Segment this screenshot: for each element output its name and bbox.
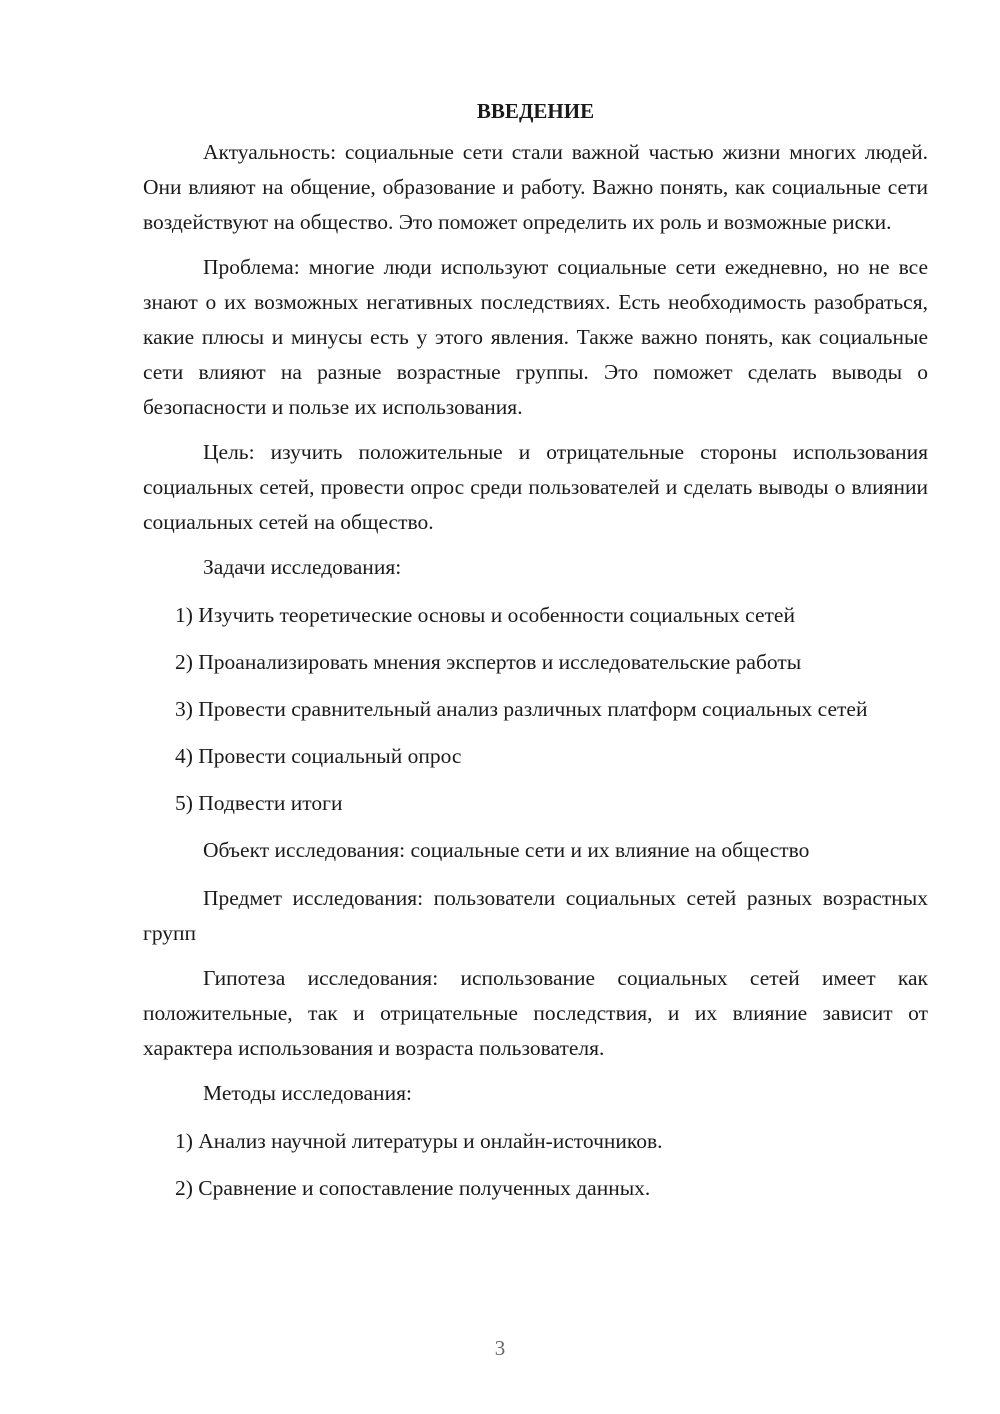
paragraph-object: Объект исследования: социальные сети и их влияние на общество — [203, 838, 810, 862]
section-title: ВВЕДЕНИЕ — [476, 99, 595, 123]
tasks-list — [143, 598, 928, 821]
task-item: 2) Проанализировать мнения экспертов и исследовательские работы — [175, 650, 802, 674]
paragraph-problem: Проблема: многие люди используют социальные сети ежедневно, но не все знают о их возможных негативных последствиях. Есть необходимость разобраться, какие плюсы и минусы есть у этого явления. Также важно понять, как социальные сети влияют на разные возрастные группы. Это поможет сделать выводы о безопасности и пользе их использования. — [143, 255, 928, 419]
methods-heading: Методы исследования: — [203, 1081, 412, 1105]
paragraph-goal: Цель: изучить положительные и отрицательные стороны использования социальных сетей, провести опрос среди пользователей и сделать выводы о влиянии социальных сетей на общество. — [143, 440, 928, 534]
task-item: 4) Провести социальный опрос — [175, 744, 462, 768]
task-item: 1) Изучить теоретические основы и особенности социальных сетей — [175, 603, 795, 627]
paragraph-hypothesis: Гипотеза исследования: использование социальных сетей имеет как положительные, так и отрицательные последствия, и их влияние зависит от характера использования и возраста пользователя. — [143, 966, 928, 1060]
method-item: 2) Сравнение и сопоставление полученных данных. — [175, 1176, 651, 1200]
tasks-heading: Задачи исследования: — [203, 555, 402, 579]
paragraph-subject: Предмет исследования: пользователи социальных сетей разных возрастных групп — [143, 886, 928, 945]
task-item: 5) Подвести итоги — [175, 791, 343, 815]
task-item: 3) Провести сравнительный анализ различных платформ социальных сетей — [175, 697, 868, 721]
page-number: 3 — [494, 1336, 506, 1360]
document-page — [143, 96, 928, 1218]
method-item: 1) Анализ научной литературы и онлайн-источников. — [175, 1129, 663, 1153]
methods-list — [143, 1124, 928, 1206]
paragraph-relevance: Актуальность: социальные сети стали важной частью жизни многих людей. Они влияют на общение, образование и работу. Важно понять, как социальные сети воздействуют на общество. Это поможет определить их роль и возможные риски. — [143, 140, 928, 234]
